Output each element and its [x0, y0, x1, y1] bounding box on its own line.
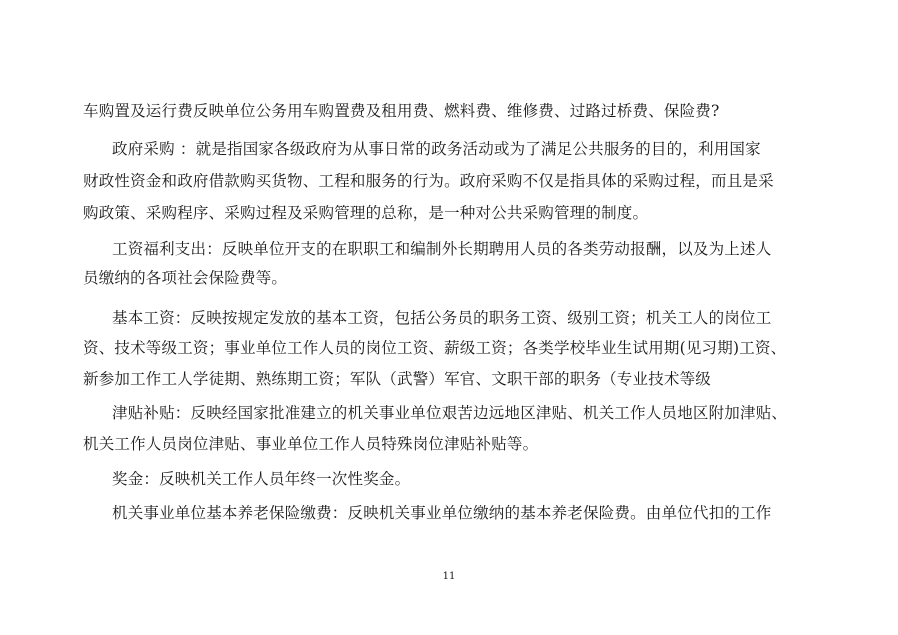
text-line: 机关事业单位基本养老保险缴费：反映机关事业单位缴纳的基本养老保险费。由单位代扣的工作	[112, 504, 772, 522]
text-line: 基本工资：反映按规定发放的基本工资，包括公务员的职务工资、级别工资；机关工人的岗位工	[112, 309, 772, 327]
text-line: 机关工作人员岗位津贴、事业单位工作人员特殊岗位津贴补贴等。	[83, 435, 539, 453]
text-line: 车购置及运行费反映单位公务用车购置费及租用费、燃料费、维修费、过路过桥费、保险费?	[83, 102, 720, 120]
text-line: 新参加工作工人学徒期、熟练期工资；军队（武警）军官、文职干部的职务（专业技术等级	[83, 370, 712, 388]
text-line: 财政性资金和政府借款购买货物、工程和服务的行为。政府采购不仅是指具体的采购过程，而且是采	[83, 172, 774, 190]
text-line: 购政策、采购程序、采购过程及采购管理的总称，是一种对公共采购管理的制度。	[83, 204, 649, 222]
text-line: 工资福利支出：反映单位开支的在职职工和编制外长期聘用人员的各类劳动报酬，以及为上述人	[112, 240, 772, 258]
text-line: 员缴纳的各项社会保险费等。	[83, 269, 288, 287]
text-line: 资、技术等级工资；事业单位工作人员的岗位工资、薪级工资；各类学校毕业生试用期(见习期)工资、	[83, 339, 787, 357]
text-line: 奖金：反映机关工作人员年终一次性奖金。	[112, 470, 411, 488]
text-line: 政府采购 ：就是指国家各级政府为从事日常的政务活动或为了满足公共服务的目的，利用国家	[112, 140, 761, 158]
page-number: 11	[442, 571, 456, 582]
text-line: 津贴补贴：反映经国家批准建立的机关事业单位艰苦边远地区津贴、机关工作人员地区附加津贴、	[112, 404, 788, 422]
